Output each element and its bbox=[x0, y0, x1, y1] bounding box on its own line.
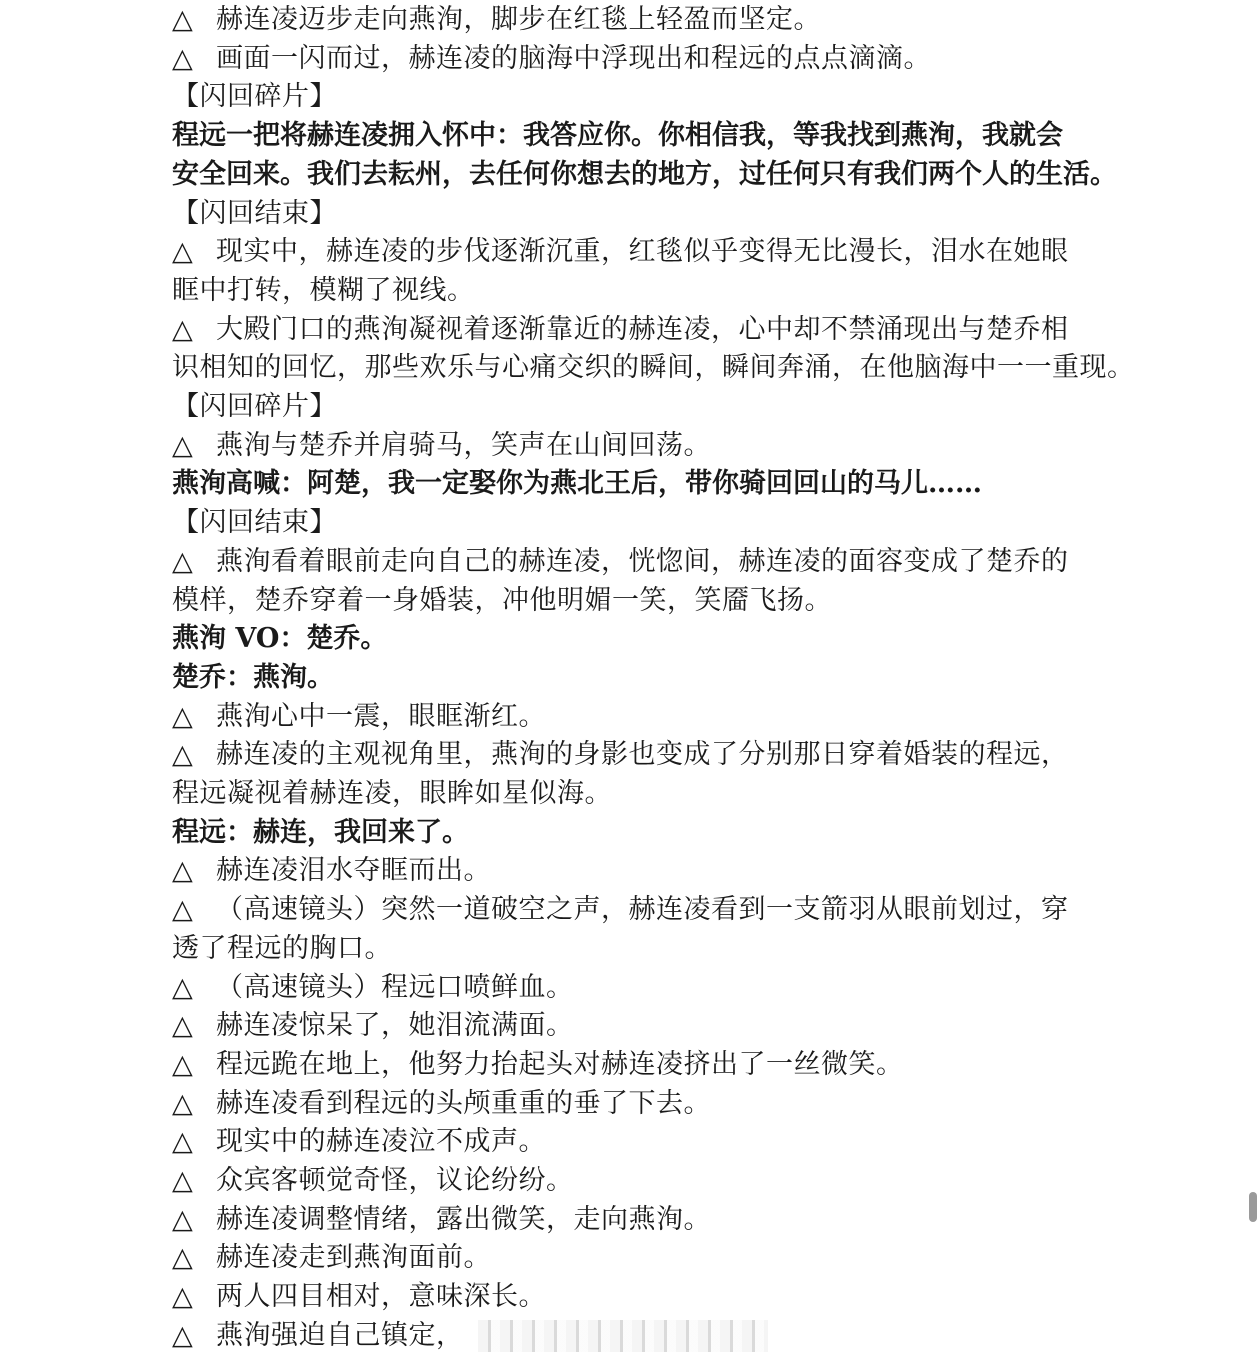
watermark-overlay bbox=[478, 1320, 768, 1352]
action-line bbox=[172, 427, 1212, 465]
action-marker: △ bbox=[172, 894, 194, 926]
scrollbar-thumb[interactable] bbox=[1249, 1192, 1257, 1222]
action-marker: △ bbox=[172, 236, 194, 268]
action-marker: △ bbox=[172, 1087, 194, 1119]
action-line bbox=[172, 852, 1212, 890]
action-marker: △ bbox=[172, 1165, 194, 1196]
action-marker: △ bbox=[172, 700, 194, 732]
line-text: 程远一把将赫连凌拥入怀中：我答应你。你相信我，等我找到燕洵，我就会 bbox=[172, 120, 1063, 152]
action-marker: △ bbox=[172, 1319, 194, 1351]
line-text: 燕洵与楚乔并肩骑马，笑声在山间回荡。 bbox=[216, 429, 711, 461]
action-line bbox=[172, 1085, 1212, 1123]
action-line bbox=[172, 1201, 1212, 1239]
text-line bbox=[172, 272, 1212, 310]
text-line bbox=[172, 349, 1212, 387]
action-marker: △ bbox=[172, 971, 194, 1003]
action-line bbox=[172, 543, 1212, 581]
text-line bbox=[172, 388, 1212, 426]
action-marker: △ bbox=[172, 429, 194, 461]
text-line bbox=[172, 78, 1212, 116]
action-line bbox=[172, 969, 1212, 1007]
action-line bbox=[172, 1007, 1212, 1045]
line-text: 安全回来。我们去耘州，去任何你想去的地方，过任何只有我们两个人的生活。 bbox=[172, 158, 1117, 190]
action-marker: △ bbox=[172, 42, 194, 74]
dialogue-line bbox=[172, 117, 1212, 155]
action-line bbox=[172, 1, 1212, 39]
dialogue-line bbox=[172, 814, 1212, 852]
action-marker: △ bbox=[172, 1010, 194, 1042]
line-text: 赫连凌走到燕洵面前。 bbox=[216, 1242, 491, 1274]
line-text: 赫连凌看到程远的头颅重重的垂了下去。 bbox=[216, 1087, 711, 1119]
line-text: 两人四目相对，意味深长。 bbox=[216, 1281, 546, 1313]
line-text: 大殿门口的燕洵凝视着逐渐靠近的赫连凌，心中却不禁涌现出与楚乔相 bbox=[216, 313, 1069, 345]
line-text: 程远凝视着赫连凌，眼眸如星似海。 bbox=[172, 778, 612, 809]
line-text: 赫连凌迈步走向燕洵，脚步在红毯上轻盈而坚定。 bbox=[216, 4, 821, 35]
line-text: 现实中的赫连凌泣不成声。 bbox=[216, 1126, 546, 1158]
action-line bbox=[172, 1123, 1212, 1161]
action-line bbox=[172, 233, 1212, 271]
text-line bbox=[172, 775, 1212, 813]
line-text: 画面一闪而过，赫连凌的脑海中浮现出和程远的点点滴滴。 bbox=[216, 42, 931, 74]
line-text: 现实中，赫连凌的步伐逐渐沉重，红毯似乎变得无比漫长，泪水在她眼 bbox=[216, 236, 1069, 268]
action-line bbox=[172, 736, 1212, 774]
action-line bbox=[172, 698, 1212, 736]
action-marker: △ bbox=[172, 1048, 194, 1080]
action-line bbox=[172, 891, 1212, 929]
text-line bbox=[172, 195, 1212, 233]
line-text: 【闪回结束】 bbox=[172, 197, 337, 229]
line-text: 赫连凌调整情绪，露出微笑，走向燕洵。 bbox=[216, 1203, 711, 1235]
line-text: 【闪回结束】 bbox=[172, 507, 337, 539]
line-text: 燕洵心中一震，眼眶渐红。 bbox=[216, 700, 546, 732]
dialogue-line bbox=[172, 465, 1212, 503]
action-line bbox=[172, 1239, 1212, 1277]
line-text: 赫连凌的主观视角里，燕洵的身影也变成了分别那日穿着婚装的程远， bbox=[216, 739, 1069, 771]
action-line bbox=[172, 1046, 1212, 1084]
line-text: 燕洵 VO：楚乔。 bbox=[172, 623, 388, 655]
line-text: 众宾客顿觉奇怪，议论纷纷。 bbox=[216, 1165, 574, 1196]
line-text: 燕洵高喊：阿楚，我一定娶你为燕北王后，带你骑回回山的马儿…… bbox=[172, 468, 982, 500]
line-text: （高速镜头）突然一道破空之声，赫连凌看到一支箭羽从眼前划过，穿 bbox=[216, 894, 1069, 926]
line-text: 燕洵看着眼前走向自己的赫连凌，恍惚间，赫连凌的面容变成了楚乔的 bbox=[216, 545, 1069, 577]
dialogue-line bbox=[172, 659, 1212, 697]
action-line bbox=[172, 1278, 1212, 1316]
line-text: 程远跪在地上，他努力抬起头对赫连凌挤出了一丝微笑。 bbox=[216, 1048, 904, 1080]
action-marker: △ bbox=[172, 545, 194, 577]
line-text: 模样，楚乔穿着一身婚装，冲他明媚一笑，笑靥飞扬。 bbox=[172, 584, 832, 616]
line-text: 【闪回碎片】 bbox=[172, 391, 337, 422]
line-text: 【闪回碎片】 bbox=[172, 81, 337, 113]
text-line bbox=[172, 504, 1212, 542]
text-line bbox=[172, 930, 1212, 968]
line-text: 燕洵强迫自己镇定， bbox=[216, 1319, 464, 1351]
action-marker: △ bbox=[172, 4, 194, 35]
action-marker: △ bbox=[172, 1242, 194, 1274]
line-text: 程远：赫连，我回来了。 bbox=[172, 816, 469, 848]
action-line bbox=[172, 311, 1212, 349]
dialogue-line bbox=[172, 156, 1212, 194]
action-line bbox=[172, 1162, 1212, 1200]
action-marker: △ bbox=[172, 1203, 194, 1235]
line-text: 赫连凌惊呆了，她泪流满面。 bbox=[216, 1010, 574, 1042]
line-text: 识相知的回忆，那些欢乐与心痛交织的瞬间，瞬间奔涌，在他脑海中一一重现。 bbox=[172, 352, 1135, 384]
dialogue-line bbox=[172, 620, 1212, 658]
line-text: 透了程远的胸口。 bbox=[172, 932, 392, 964]
action-marker: △ bbox=[172, 1126, 194, 1158]
text-line bbox=[172, 582, 1212, 620]
action-marker: △ bbox=[172, 739, 194, 771]
action-marker: △ bbox=[172, 855, 194, 887]
line-text: 眶中打转，模糊了视线。 bbox=[172, 274, 475, 306]
line-text: 楚乔：燕洵。 bbox=[172, 661, 334, 693]
action-marker: △ bbox=[172, 313, 194, 345]
line-text: 赫连凌泪水夺眶而出。 bbox=[216, 855, 491, 887]
action-marker: △ bbox=[172, 1281, 194, 1313]
line-text: （高速镜头）程远口喷鲜血。 bbox=[216, 971, 574, 1003]
action-line bbox=[172, 40, 1212, 78]
